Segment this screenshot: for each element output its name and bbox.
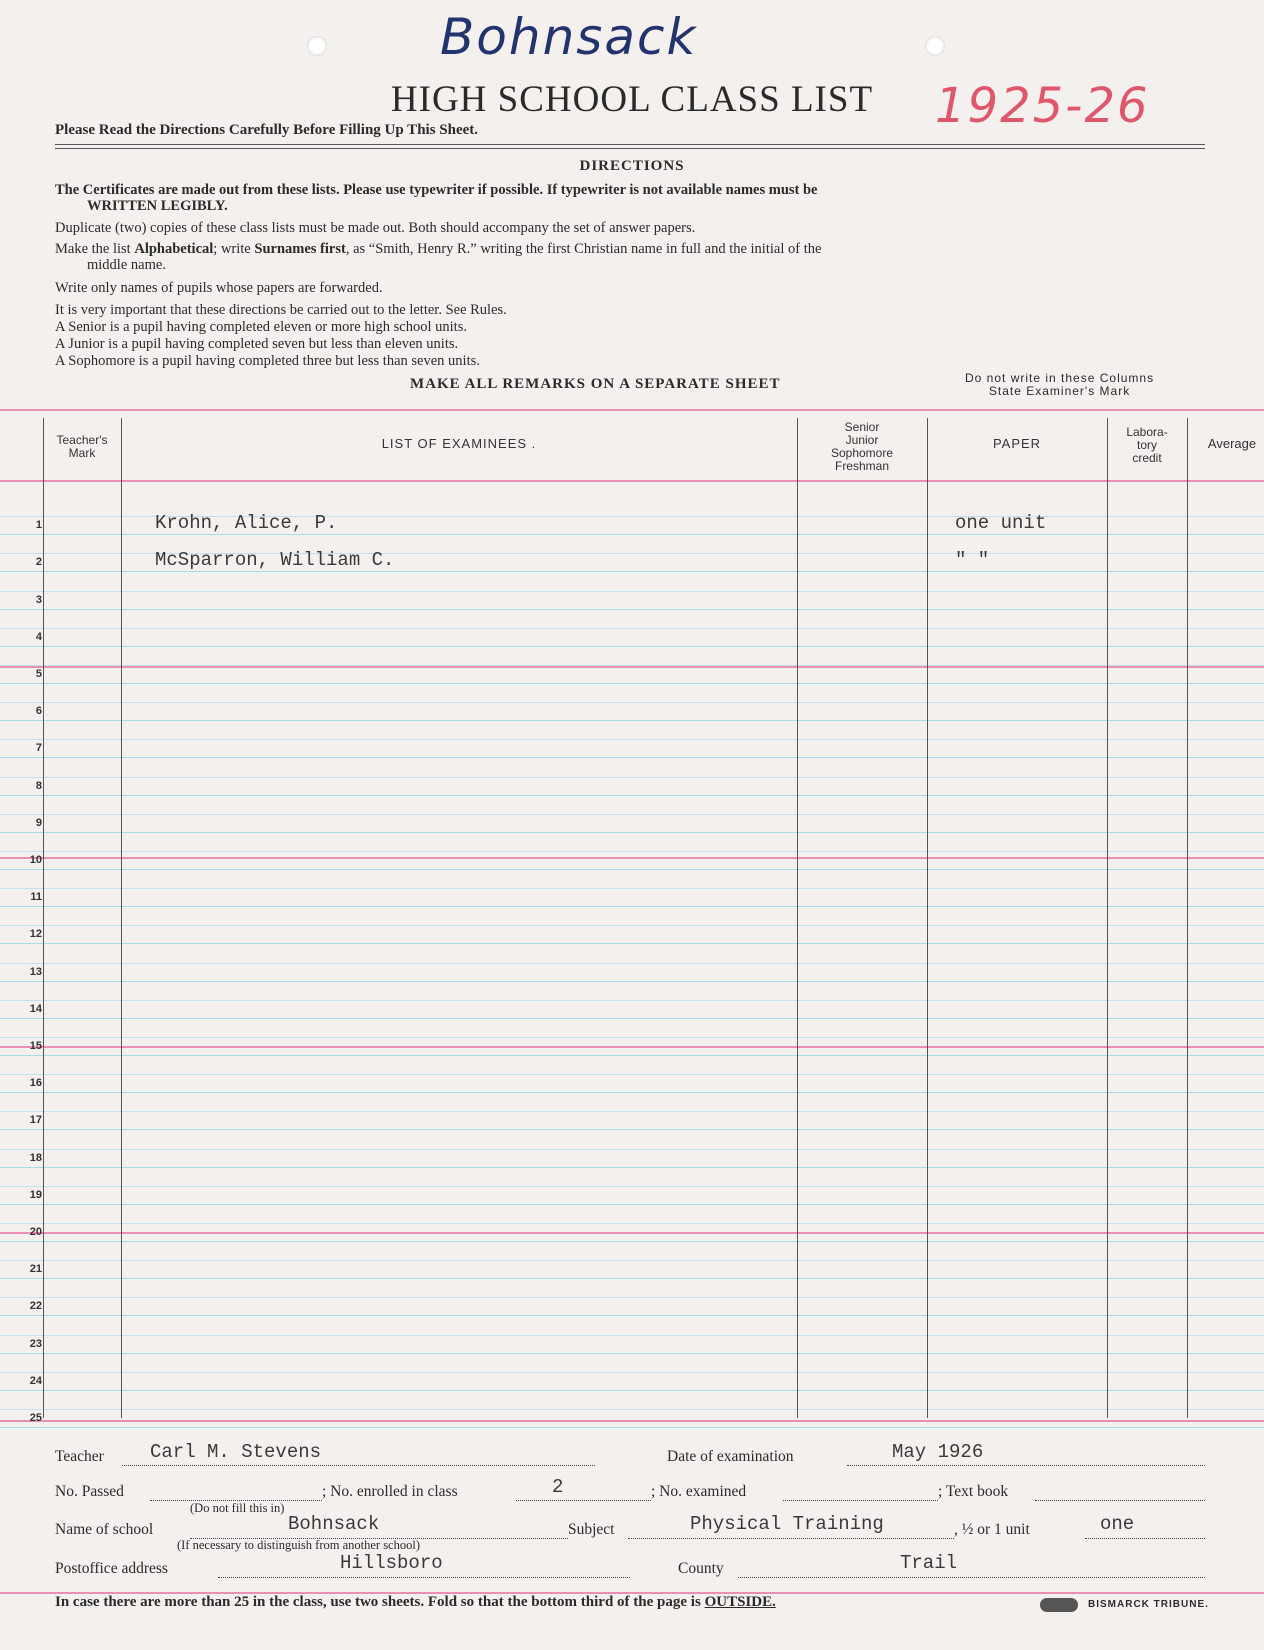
blue-rule — [0, 1427, 1264, 1428]
postoffice-address-field-line — [218, 1577, 630, 1578]
blue-rule — [0, 851, 1264, 852]
directions-text: WRITTEN LEGIBLY. — [87, 198, 228, 214]
column-header-examinees: LIST OF EXAMINEES . — [381, 436, 537, 451]
blue-rule — [0, 1297, 1264, 1298]
handwritten-school-year: 1925-26 — [935, 78, 1150, 134]
blue-rule — [0, 1149, 1264, 1150]
blue-rule — [0, 943, 1264, 944]
header-rule-thin — [55, 148, 1205, 149]
subject-field-line — [628, 1538, 954, 1539]
blue-rule — [0, 1111, 1264, 1112]
examiner-note — [965, 372, 1154, 398]
teacher-field[interactable]: Carl M. Stevens — [150, 1441, 322, 1463]
pink-rule — [0, 666, 1264, 668]
directions-text: Surnames first — [254, 241, 346, 257]
no-enrolled-label: ; No. enrolled in class — [322, 1483, 458, 1500]
footer-note-text: In case there are more than 25 in the class, use two sheets. Fold so that the bottom third of the page is — [55, 1594, 705, 1610]
blue-rule — [0, 832, 1264, 833]
punch-hole-right — [925, 36, 945, 56]
no-enrolled-field[interactable]: 2 — [552, 1476, 564, 1498]
blue-rule — [0, 1409, 1264, 1410]
blue-rule — [0, 1092, 1264, 1093]
blue-rule — [0, 963, 1264, 964]
form-subtitle: Please Read the Directions Carefully Before Filling Up This Sheet. — [55, 122, 479, 138]
blue-rule — [0, 571, 1264, 572]
county-field[interactable]: Trail — [900, 1552, 958, 1574]
blue-rule — [0, 1018, 1264, 1019]
unit-field-line — [1085, 1538, 1205, 1539]
examinee-name[interactable]: Krohn, Alice, P. — [155, 512, 338, 534]
row-number: 6 — [35, 705, 42, 717]
row-number: 15 — [29, 1040, 42, 1052]
row-number: 4 — [35, 631, 42, 643]
handwritten-school-name: Bohnsack — [440, 8, 698, 66]
directions-paragraph-3 — [55, 241, 1205, 273]
blue-rule — [0, 1315, 1264, 1316]
column-header-line: Senior — [844, 420, 880, 434]
county-label: County — [678, 1560, 724, 1577]
blue-rule — [0, 720, 1264, 721]
name-of-school-field[interactable]: Bohnsack — [288, 1513, 380, 1535]
row-number: 9 — [35, 817, 42, 829]
blue-rule — [0, 869, 1264, 870]
column-header-line: Sophomore — [830, 446, 894, 460]
directions-text: The Certificates are made out from these lists. Please use typewriter if possible. If typewriter is not available names must be — [55, 182, 818, 198]
date-of-examination-label: Date of examination — [667, 1448, 794, 1465]
name-of-school-note: (If necessary to distinguish from another school) — [177, 1538, 420, 1552]
row-number: 23 — [29, 1338, 42, 1350]
blue-rule — [0, 814, 1264, 815]
directions-text: ; write — [213, 241, 255, 257]
row-number: 18 — [29, 1152, 42, 1164]
column-header-line: credit — [1132, 451, 1162, 465]
blue-rule — [0, 646, 1264, 647]
row-number: 11 — [30, 891, 42, 903]
blue-rule — [0, 1129, 1264, 1130]
blue-rule — [0, 1204, 1264, 1205]
row-number: 2 — [35, 556, 42, 568]
blue-rule — [0, 534, 1264, 535]
teacher-label: Teacher — [55, 1448, 104, 1465]
column-header-line: Labora- — [1126, 425, 1168, 439]
blue-rule — [0, 739, 1264, 740]
footer-note-emphasis: OUTSIDE. — [704, 1594, 776, 1610]
row-number: 19 — [29, 1189, 42, 1201]
column-header-average: Average — [1207, 436, 1257, 451]
row-number: 22 — [29, 1300, 42, 1312]
date-of-examination-field-line — [847, 1465, 1205, 1466]
column-header-line: tory — [1136, 438, 1157, 452]
directions-title: DIRECTIONS — [579, 158, 685, 174]
subject-field[interactable]: Physical Training — [690, 1513, 884, 1535]
column-divider — [1107, 418, 1108, 1418]
pink-rule — [0, 857, 1264, 859]
blue-rule — [0, 1037, 1264, 1038]
unit-field[interactable]: one — [1100, 1513, 1135, 1535]
blue-rule — [0, 1278, 1264, 1279]
paper-value[interactable]: " " — [955, 549, 990, 571]
teacher-field-line — [122, 1465, 595, 1466]
column-header-line: Freshman — [834, 459, 890, 473]
directions-text: Make the list — [55, 241, 135, 257]
blue-rule — [0, 981, 1264, 982]
row-number: 20 — [29, 1226, 42, 1238]
blue-rule — [0, 1260, 1264, 1261]
pink-rule — [0, 1420, 1264, 1422]
column-header-laboratory-credit — [1107, 426, 1187, 465]
column-header-line: Teacher's — [56, 433, 108, 447]
blue-rule — [0, 702, 1264, 703]
header-rule — [55, 144, 1205, 145]
pink-rule — [0, 409, 1264, 411]
examiner-note-line: State Examiner's Mark — [988, 384, 1131, 398]
row-number: 10 — [29, 854, 42, 866]
column-header-paper: PAPER — [992, 436, 1042, 451]
blue-rule — [0, 1390, 1264, 1391]
blue-rule — [0, 1186, 1264, 1187]
row-number: 3 — [35, 594, 42, 606]
row-number: 8 — [35, 780, 42, 792]
no-examined-field-line — [783, 1500, 938, 1501]
column-divider — [927, 418, 928, 1418]
row-number: 16 — [29, 1077, 42, 1089]
text-book-field-line — [1035, 1500, 1205, 1501]
no-passed-label: No. Passed — [55, 1483, 124, 1500]
blue-rule — [0, 906, 1264, 907]
printer-logo-icon — [1040, 1598, 1078, 1612]
column-header-teachers-mark — [43, 434, 121, 460]
row-number: 25 — [29, 1412, 42, 1424]
blue-rule — [0, 1074, 1264, 1075]
blue-rule — [0, 628, 1264, 629]
name-of-school-label: Name of school — [55, 1521, 154, 1538]
blue-rule — [0, 683, 1264, 684]
column-divider — [1187, 418, 1188, 1418]
unit-label: , ½ or 1 unit — [954, 1521, 1030, 1538]
row-number: 1 — [35, 519, 42, 531]
directions-paragraph-4: Write only names of pupils whose papers are forwarded. — [55, 280, 383, 296]
directions-paragraph-5: It is very important that these directions be carried out to the letter. See Rules. — [55, 302, 507, 318]
no-passed-note: (Do not fill this in) — [190, 1501, 285, 1515]
column-divider — [121, 418, 122, 1418]
postoffice-address-field[interactable]: Hillsboro — [340, 1552, 443, 1574]
no-enrolled-field-line — [516, 1500, 651, 1501]
blue-rule — [0, 609, 1264, 610]
text-book-label: ; Text book — [938, 1483, 1009, 1500]
blue-rule — [0, 1223, 1264, 1224]
blue-rule — [0, 665, 1264, 666]
paper-value[interactable]: one unit — [955, 512, 1047, 534]
directions-paragraph-6: A Senior is a pupil having completed eleven or more high school units. — [55, 319, 467, 335]
row-number: 14 — [29, 1003, 42, 1015]
directions-paragraph-2: Duplicate (two) copies of these class lists must be made out. Both should accompany the set of answer papers. — [55, 220, 696, 236]
column-header-line: Junior — [845, 433, 879, 447]
blue-rule — [0, 925, 1264, 926]
blue-rule — [0, 591, 1264, 592]
form-title: HIGH SCHOOL CLASS LIST — [390, 79, 874, 120]
row-number: 12 — [29, 928, 42, 940]
pink-rule — [0, 1046, 1264, 1048]
directions-paragraph-8: A Sophomore is a pupil having completed three but less than seven units. — [55, 353, 480, 369]
column-header-line: Mark — [68, 446, 96, 460]
blue-rule — [0, 1055, 1264, 1056]
no-examined-label: ; No. examined — [651, 1483, 747, 1500]
column-divider — [797, 418, 798, 1418]
printer-credit: BISMARCK TRIBUNE. — [1088, 1599, 1209, 1610]
pink-rule — [0, 1232, 1264, 1234]
directions-paragraph-1 — [55, 182, 1205, 214]
row-number: 17 — [29, 1114, 42, 1126]
row-number: 24 — [29, 1375, 42, 1387]
directions-text: Alphabetical — [134, 241, 214, 257]
blue-rule — [0, 1241, 1264, 1242]
row-number: 5 — [35, 668, 42, 680]
blue-rule — [0, 795, 1264, 796]
directions-paragraph-7: A Junior is a pupil having completed seven but less than eleven units. — [55, 336, 459, 352]
column-divider — [43, 418, 44, 1418]
county-field-line — [738, 1577, 1205, 1578]
blue-rule — [0, 1372, 1264, 1373]
row-number: 13 — [29, 966, 42, 978]
remarks-instruction: MAKE ALL REMARKS ON A SEPARATE SHEET — [410, 376, 781, 392]
blue-rule — [0, 888, 1264, 889]
postoffice-address-label: Postoffice address — [55, 1560, 168, 1577]
pink-rule — [0, 480, 1264, 482]
footer-note — [55, 1594, 776, 1611]
blue-rule — [0, 1335, 1264, 1336]
directions-text: middle name. — [87, 257, 166, 273]
row-number: 21 — [29, 1263, 42, 1275]
date-of-examination-field[interactable]: May 1926 — [892, 1441, 984, 1463]
blue-rule — [0, 1167, 1264, 1168]
blue-rule — [0, 777, 1264, 778]
examinee-name[interactable]: McSparron, William C. — [155, 549, 395, 571]
punch-hole-left — [307, 36, 327, 56]
examiner-note-line: Do not write in these Columns — [965, 371, 1155, 385]
directions-text: , as “Smith, Henry R.” writing the first Christian name in full and the initial of the — [345, 241, 822, 257]
blue-rule — [0, 1000, 1264, 1001]
blue-rule — [0, 757, 1264, 758]
column-header-class — [797, 421, 927, 473]
subject-label: Subject — [568, 1521, 615, 1538]
row-number: 7 — [35, 742, 42, 754]
blue-rule — [0, 1353, 1264, 1354]
